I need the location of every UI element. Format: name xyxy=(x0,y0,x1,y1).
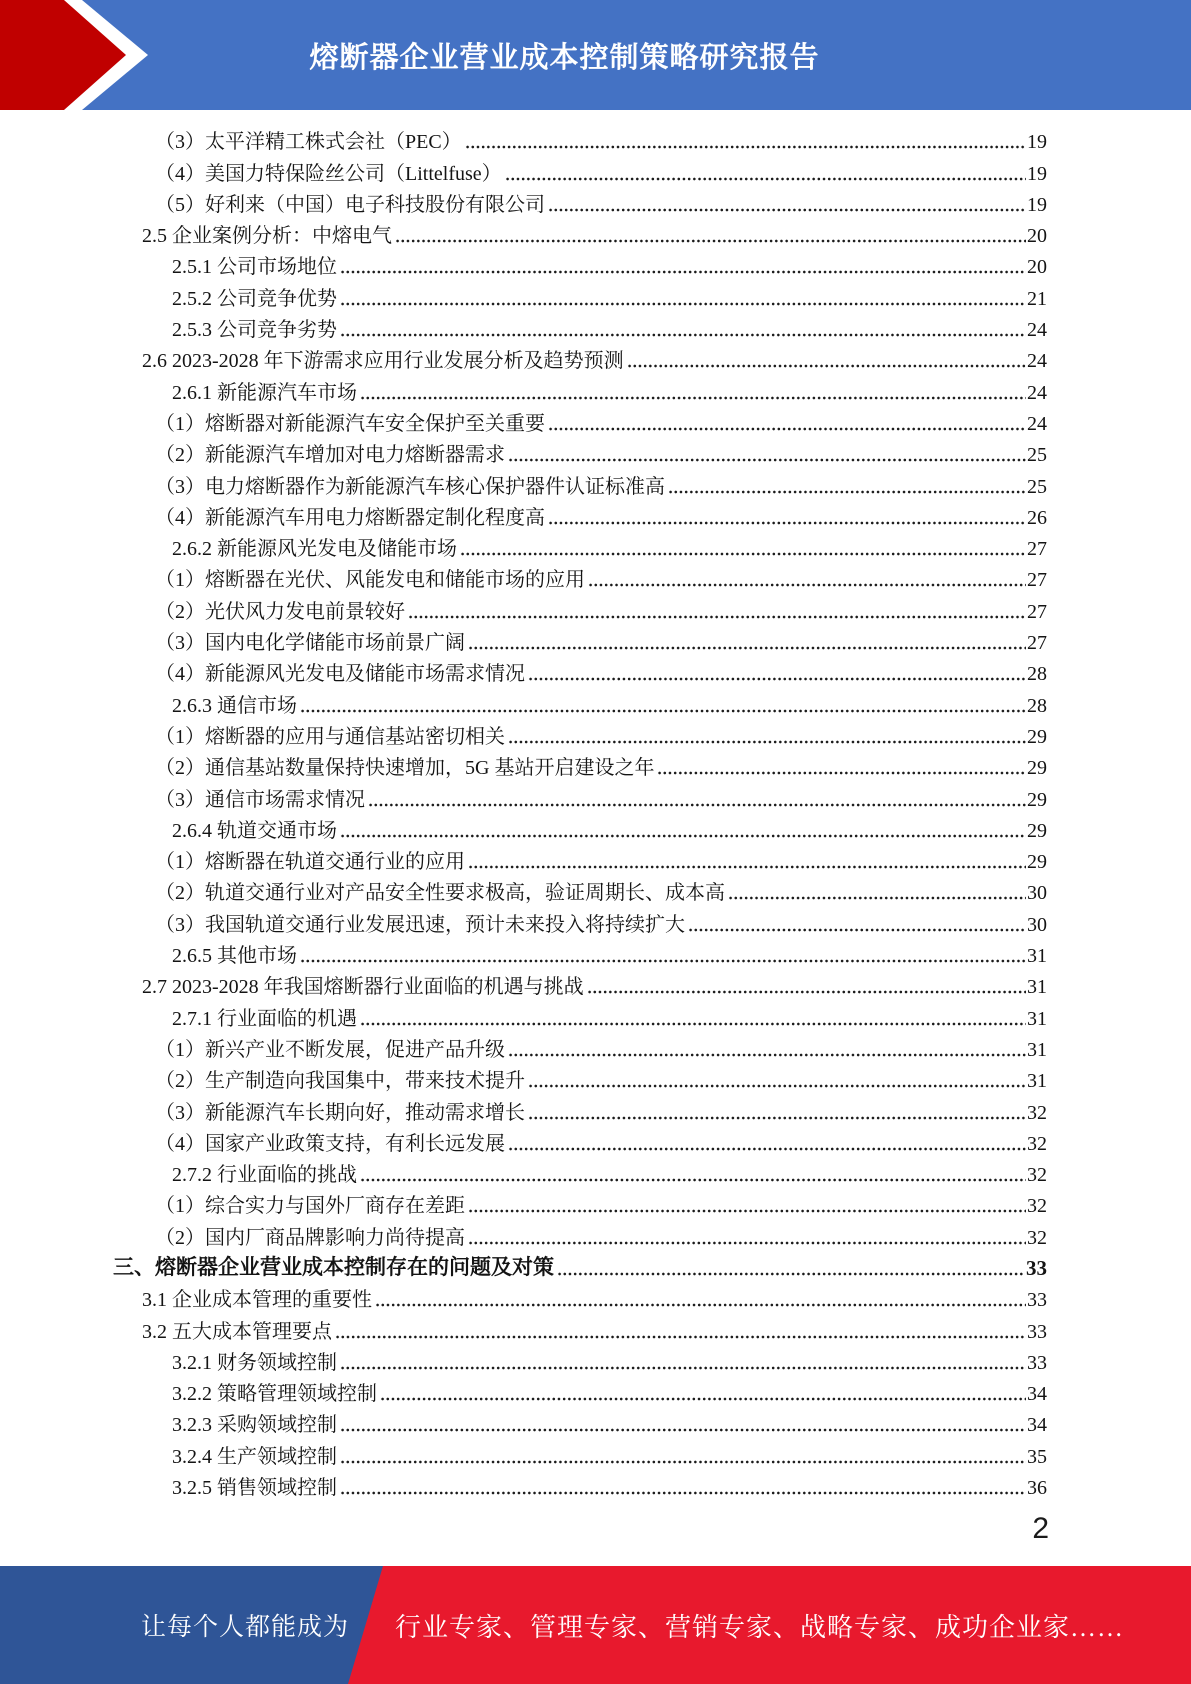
toc-entry-title: （2）通信基站数量保持快速增加，5G 基站开启建设之年 xyxy=(155,757,655,780)
dot-leader xyxy=(468,646,1026,650)
toc-entry[interactable] xyxy=(113,1034,1047,1065)
toc-entry-page-number: 33 xyxy=(1027,1289,1047,1312)
dot-leader xyxy=(340,834,1026,838)
dot-leader xyxy=(340,302,1026,306)
toc-entry-page-number: 19 xyxy=(1027,131,1047,154)
toc-entry-title: 2.5 企业案例分析：中熔电气 xyxy=(142,225,392,248)
toc-entry-title: 2.5.1 公司市场地位 xyxy=(172,256,337,279)
toc-entry-title: 2.6.2 新能源风光发电及储能市场 xyxy=(172,538,457,561)
toc-entry[interactable] xyxy=(113,908,1047,939)
toc-entry[interactable] xyxy=(113,470,1047,501)
toc-entry-title: 3.1 企业成本管理的重要性 xyxy=(142,1289,372,1312)
toc-entry-title: （2）新能源汽车增加对电力熔断器需求 xyxy=(155,444,505,467)
toc-entry-page-number: 34 xyxy=(1027,1383,1047,1406)
dot-leader xyxy=(368,803,1026,807)
toc-entry[interactable] xyxy=(113,595,1047,626)
toc-entry[interactable] xyxy=(113,533,1047,564)
toc-entry-title: （1）综合实力与国外厂商存在差距 xyxy=(155,1195,465,1218)
toc-entry-page-number: 27 xyxy=(1027,538,1047,561)
toc-entry-page-number: 29 xyxy=(1027,819,1047,842)
toc-entry-page-number: 31 xyxy=(1027,945,1047,968)
dot-leader xyxy=(375,1303,1026,1307)
dot-leader xyxy=(587,990,1026,994)
toc-entry-page-number: 29 xyxy=(1027,851,1047,874)
toc-entry-title: 2.7.2 行业面临的挑战 xyxy=(172,1164,357,1187)
toc-entry-page-number: 32 xyxy=(1027,1132,1047,1155)
toc-entry-title: （3）新能源汽车长期向好，推动需求增长 xyxy=(155,1101,525,1124)
toc-entry-page-number: 32 xyxy=(1027,1195,1047,1218)
toc-entry-title: 3.2.4 生产领域控制 xyxy=(172,1445,337,1468)
toc-entry-page-number: 19 xyxy=(1027,162,1047,185)
toc-entry-page-number: 31 xyxy=(1027,976,1047,999)
dot-leader xyxy=(340,1491,1026,1495)
toc-entry-title: 三、熔断器企业营业成本控制存在的问题及对策 xyxy=(113,1254,554,1279)
toc-entry-title: （1）熔断器的应用与通信基站密切相关 xyxy=(155,725,505,748)
toc-entry-title: （4）新能源风光发电及储能市场需求情况 xyxy=(155,663,525,686)
toc-entry-page-number: 29 xyxy=(1027,725,1047,748)
toc-entry[interactable] xyxy=(113,1440,1047,1471)
toc-entry-title: （2）轨道交通行业对产品安全性要求极高，验证周期长、成本高 xyxy=(155,882,725,905)
toc-entry[interactable] xyxy=(113,1315,1047,1346)
toc-entry[interactable] xyxy=(113,971,1047,1002)
dot-leader xyxy=(380,1397,1026,1401)
footer-slogan-right: 行业专家、管理专家、营销专家、战略专家、成功企业家…… xyxy=(395,1612,1125,1642)
dot-leader xyxy=(335,1335,1026,1339)
toc-entry-page-number: 31 xyxy=(1027,1070,1047,1093)
dot-leader xyxy=(508,458,1026,462)
toc-entry-page-number: 20 xyxy=(1027,225,1047,248)
dot-leader xyxy=(340,333,1026,337)
toc-entry-title: （2）生产制造向我国集中，带来技术提升 xyxy=(155,1070,525,1093)
dot-leader xyxy=(557,1272,1025,1276)
toc-entry-page-number: 21 xyxy=(1027,287,1047,310)
dot-leader xyxy=(340,270,1026,274)
toc-entry-page-number: 33 xyxy=(1026,1255,1047,1280)
toc-entry[interactable] xyxy=(113,220,1047,251)
toc-entry-title: （2）光伏风力发电前景较好 xyxy=(155,600,405,623)
toc-entry-title: （3）通信市场需求情况 xyxy=(155,788,365,811)
toc-entry-title: 3.2 五大成本管理要点 xyxy=(142,1320,332,1343)
dot-leader xyxy=(728,896,1026,900)
toc-entry[interactable] xyxy=(113,815,1047,846)
dot-leader xyxy=(548,208,1026,212)
toc-entry-title: （1）熔断器在轨道交通行业的应用 xyxy=(155,851,465,874)
toc-entry-page-number: 31 xyxy=(1027,1007,1047,1030)
dot-leader xyxy=(668,490,1026,494)
toc-entry-title: （1）熔断器对新能源汽车安全保护至关重要 xyxy=(155,412,545,435)
toc-entry-title: （3）国内电化学储能市场前景广阔 xyxy=(155,632,465,655)
dot-leader xyxy=(468,865,1026,869)
toc-entry-page-number: 32 xyxy=(1027,1101,1047,1124)
dot-leader xyxy=(528,1116,1026,1120)
toc-entry-page-number: 33 xyxy=(1027,1320,1047,1343)
toc-entry-page-number: 24 xyxy=(1027,350,1047,373)
toc-entry-page-number: 24 xyxy=(1027,319,1047,342)
toc-entry[interactable] xyxy=(113,126,1047,157)
toc-entry[interactable] xyxy=(113,282,1047,313)
dot-leader xyxy=(460,552,1026,556)
page-number: 2 xyxy=(1032,1512,1049,1545)
toc-entry[interactable] xyxy=(113,940,1047,971)
toc-entry-page-number: 33 xyxy=(1027,1351,1047,1374)
dot-leader xyxy=(508,1053,1026,1057)
dot-leader xyxy=(468,1209,1026,1213)
toc-entry-title: （1）熔断器在光伏、风能发电和储能市场的应用 xyxy=(155,569,585,592)
toc-entry-title: 2.6.5 其他市场 xyxy=(172,945,297,968)
toc-entry-page-number: 28 xyxy=(1027,694,1047,717)
dot-leader xyxy=(508,740,1026,744)
toc-entry-title: （1）新兴产业不断发展，促进产品升级 xyxy=(155,1038,505,1061)
page-header xyxy=(0,0,1191,110)
toc-entry-page-number: 32 xyxy=(1027,1164,1047,1187)
toc-entry-title: 3.2.5 销售领域控制 xyxy=(172,1477,337,1500)
toc-entry[interactable] xyxy=(113,376,1047,407)
dot-leader xyxy=(627,364,1026,368)
toc-entry[interactable] xyxy=(113,1378,1047,1409)
toc-entry-title: 2.6.4 轨道交通市场 xyxy=(172,819,337,842)
toc-entry-page-number: 36 xyxy=(1027,1477,1047,1500)
toc-entry-title: 3.2.3 采购领域控制 xyxy=(172,1414,337,1437)
toc-entry[interactable] xyxy=(113,1128,1047,1159)
toc-entry[interactable] xyxy=(113,564,1047,595)
toc-entry[interactable] xyxy=(113,1284,1047,1315)
toc-entry-page-number: 29 xyxy=(1027,757,1047,780)
toc-entry[interactable] xyxy=(113,721,1047,752)
dot-leader xyxy=(300,709,1026,713)
toc-entry-page-number: 28 xyxy=(1027,663,1047,686)
toc-entry[interactable] xyxy=(113,1409,1047,1440)
dot-leader xyxy=(360,1178,1026,1182)
dot-leader xyxy=(360,396,1026,400)
toc-entry-page-number: 31 xyxy=(1027,1038,1047,1061)
toc-entry-title: 2.7.1 行业面临的机遇 xyxy=(172,1007,357,1030)
toc-entry[interactable] xyxy=(113,1253,1047,1284)
toc-entry-title: （4）国家产业政策支持，有利长远发展 xyxy=(155,1132,505,1155)
dot-leader xyxy=(528,1084,1026,1088)
toc-entry-title: 2.6 2023-2028 年下游需求应用行业发展分析及趋势预测 xyxy=(142,350,624,373)
toc-entry[interactable] xyxy=(113,502,1047,533)
toc-entry-page-number: 35 xyxy=(1027,1445,1047,1468)
toc-entry-title: （5）好利来（中国）电子科技股份有限公司 xyxy=(155,193,545,216)
toc-entry-page-number: 29 xyxy=(1027,788,1047,811)
dot-leader xyxy=(395,239,1026,243)
toc-entry-page-number: 25 xyxy=(1027,444,1047,467)
toc-entry[interactable] xyxy=(113,627,1047,658)
toc-entry[interactable] xyxy=(113,345,1047,376)
toc-entry[interactable] xyxy=(113,1002,1047,1033)
toc-entry[interactable] xyxy=(113,1096,1047,1127)
page-footer xyxy=(0,1566,1191,1684)
toc-entry-title: （3）我国轨道交通行业发展迅速，预计未来投入将持续扩大 xyxy=(155,913,685,936)
toc-entry-page-number: 27 xyxy=(1027,569,1047,592)
toc-entry-page-number: 27 xyxy=(1027,632,1047,655)
toc-entry[interactable] xyxy=(113,1065,1047,1096)
toc-entry[interactable] xyxy=(113,1472,1047,1503)
toc-entry-title: 2.6.3 通信市场 xyxy=(172,694,297,717)
dot-leader xyxy=(465,145,1026,149)
toc-entry-title: （4）美国力特保险丝公司（Littelfuse） xyxy=(155,162,502,185)
toc-entry[interactable] xyxy=(113,1221,1047,1252)
toc-entry[interactable] xyxy=(113,1190,1047,1221)
toc-entry[interactable] xyxy=(113,877,1047,908)
toc-entry-page-number: 26 xyxy=(1027,506,1047,529)
toc-entry[interactable] xyxy=(113,1159,1047,1190)
page-title: 熔断器企业营业成本控制策略研究报告 xyxy=(309,41,820,74)
toc-entry-page-number: 30 xyxy=(1027,913,1047,936)
toc-entry-title: （2）国内厂商品牌影响力尚待提高 xyxy=(155,1226,465,1249)
toc-entry-title: 2.5.2 公司竞争优势 xyxy=(172,287,337,310)
toc-entry-title: 2.6.1 新能源汽车市场 xyxy=(172,381,357,404)
dot-leader xyxy=(548,427,1026,431)
toc-entry-title: 3.2.1 财务领域控制 xyxy=(172,1351,337,1374)
toc-entry-page-number: 20 xyxy=(1027,256,1047,279)
toc-list xyxy=(113,126,1047,1503)
toc-entry-title: 2.7 2023-2028 年我国熔断器行业面临的机遇与挑战 xyxy=(142,976,584,999)
toc-entry[interactable] xyxy=(113,439,1047,470)
dot-leader xyxy=(408,615,1026,619)
dot-leader xyxy=(508,1147,1026,1151)
toc-entry[interactable] xyxy=(113,689,1047,720)
toc-entry[interactable] xyxy=(113,408,1047,439)
toc-entry[interactable] xyxy=(113,314,1047,345)
dot-leader xyxy=(468,1241,1026,1245)
dot-leader xyxy=(340,1428,1026,1432)
toc-entry-page-number: 24 xyxy=(1027,412,1047,435)
toc-entry-title: 2.5.3 公司竞争劣势 xyxy=(172,319,337,342)
dot-leader xyxy=(528,677,1026,681)
toc-entry-page-number: 30 xyxy=(1027,882,1047,905)
dot-leader xyxy=(657,771,1026,775)
footer-slogan-left: 让每个人都能成为 xyxy=(140,1614,349,1641)
dot-leader xyxy=(360,1022,1026,1026)
dot-leader xyxy=(340,1366,1026,1370)
toc-entry[interactable] xyxy=(113,251,1047,282)
dot-leader xyxy=(505,177,1026,181)
toc-entry[interactable] xyxy=(113,189,1047,220)
dot-leader xyxy=(300,959,1026,963)
toc-entry[interactable] xyxy=(113,1347,1047,1378)
toc-entry-title: （3）太平洋精工株式会社（PEC） xyxy=(155,131,462,154)
toc-entry[interactable] xyxy=(113,658,1047,689)
toc-entry[interactable] xyxy=(113,783,1047,814)
toc-entry-page-number: 34 xyxy=(1027,1414,1047,1437)
toc-entry-page-number: 19 xyxy=(1027,193,1047,216)
toc-entry[interactable] xyxy=(113,846,1047,877)
toc-entry-page-number: 27 xyxy=(1027,600,1047,623)
toc-entry[interactable] xyxy=(113,752,1047,783)
toc-entry-page-number: 32 xyxy=(1027,1226,1047,1249)
dot-leader xyxy=(688,928,1026,932)
dot-leader xyxy=(548,521,1026,525)
toc-entry-title: （4）新能源汽车用电力熔断器定制化程度高 xyxy=(155,506,545,529)
toc-entry-page-number: 24 xyxy=(1027,381,1047,404)
toc-entry-title: 3.2.2 策略管理领域控制 xyxy=(172,1383,377,1406)
toc-entry-title: （3）电力熔断器作为新能源汽车核心保护器件认证标准高 xyxy=(155,475,665,498)
dot-leader xyxy=(588,583,1026,587)
toc-entry-page-number: 25 xyxy=(1027,475,1047,498)
toc-entry[interactable] xyxy=(113,157,1047,188)
dot-leader xyxy=(340,1460,1026,1464)
